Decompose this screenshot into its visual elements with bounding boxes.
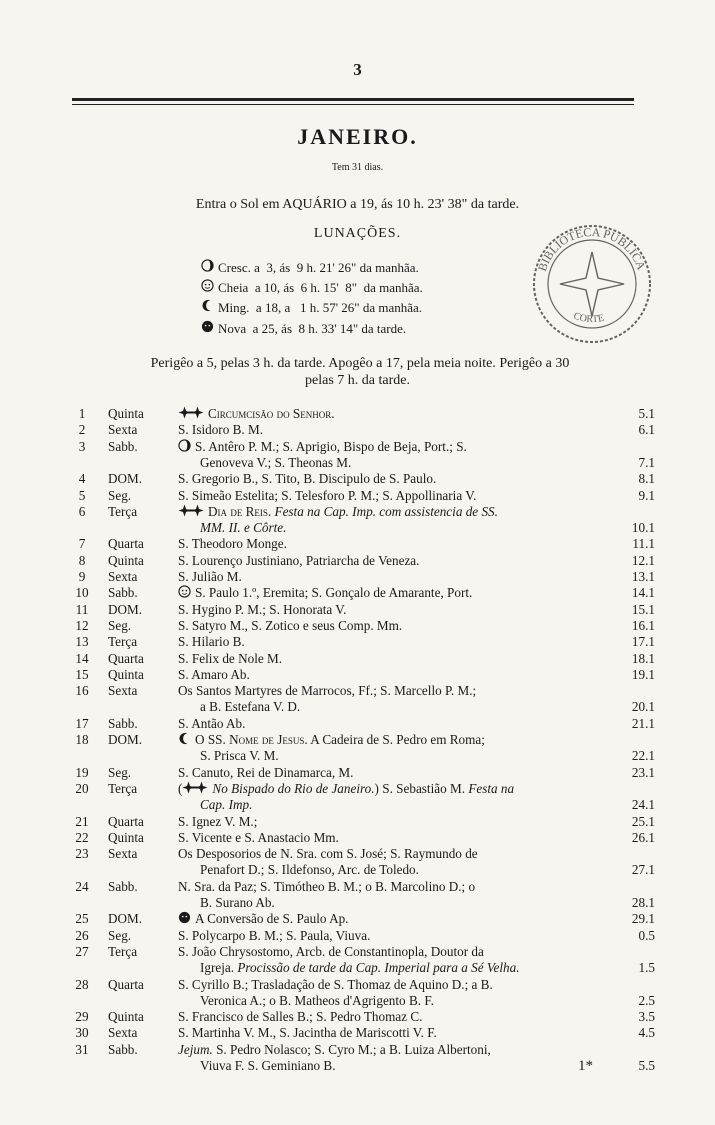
saint-text xyxy=(178,634,245,650)
weekday: Seg. xyxy=(108,487,132,503)
text-part: S. Vicente e S. Anastacio Mm. xyxy=(178,829,339,845)
lunacao-1 xyxy=(200,259,540,279)
new-moon-icon xyxy=(200,320,214,337)
lunacao-2 xyxy=(200,279,540,299)
text-part: S. Antão Ab. xyxy=(178,715,246,731)
weekday: Sexta xyxy=(108,1025,138,1041)
saint-text xyxy=(178,585,472,602)
day-number: 1 xyxy=(78,406,86,421)
saint-text xyxy=(200,748,279,764)
moon-age-value: 23.1 xyxy=(631,764,655,780)
weekday: DOM. xyxy=(108,732,143,747)
waning-moon-icon xyxy=(178,733,191,748)
moon-age-value: 17.1 xyxy=(631,634,655,650)
moon-age-value: 10.1 xyxy=(631,520,655,536)
weekday: Sabb. xyxy=(108,878,138,894)
weekday: Sabb. xyxy=(108,438,138,454)
day-number: 17 xyxy=(75,715,89,731)
maltese-cross-icon xyxy=(178,505,204,520)
saint-text xyxy=(178,504,498,521)
text-part: Genoveva V.; S. Theonas M. xyxy=(200,454,352,470)
moon-age-value: 11.1 xyxy=(632,536,655,552)
stamp-text: BIBLIOTECA PUBLICA xyxy=(534,224,649,274)
days-note: Tem 31 dias. xyxy=(331,162,384,173)
day-number: 19 xyxy=(75,764,89,780)
weekday: Seg. xyxy=(108,764,132,780)
text-part: S. Julião M. xyxy=(178,569,242,584)
day-number: 25 xyxy=(75,911,89,927)
text-part: Festa na xyxy=(468,780,515,796)
saint-text xyxy=(178,1025,437,1041)
text-part: Penafort D.; S. Ildefonso, Arc. de Toledo. xyxy=(200,862,419,878)
text-part: S. Hilario B. xyxy=(178,634,245,650)
saint-text xyxy=(178,488,476,504)
day-number: 18 xyxy=(75,732,89,747)
day-number: 31 xyxy=(75,1041,89,1057)
day-number: 6 xyxy=(78,503,86,519)
saint-text xyxy=(178,651,282,667)
saint-text xyxy=(178,911,348,928)
saint-text xyxy=(178,406,335,423)
weekday: Quinta xyxy=(108,1009,144,1025)
moon-age-value: 1.5 xyxy=(638,960,655,976)
text-part: S. Martinha V. M., S. Jacintha de Mariscotti V. F. xyxy=(178,1025,437,1041)
saint-text xyxy=(178,667,250,683)
saint-text xyxy=(200,797,252,813)
stamp-text-bottom: CORTE xyxy=(571,310,606,326)
waxing-moon-icon xyxy=(178,440,191,455)
library-stamp xyxy=(530,222,654,346)
day-number: 29 xyxy=(75,1009,89,1025)
text-part: S. Paulo 1.º, Eremita; S. Gonçalo de Amarante, Port. xyxy=(195,585,473,601)
moon-age-value: 8.1 xyxy=(638,471,655,487)
day-number: 24 xyxy=(75,878,89,894)
day-number: 27 xyxy=(75,943,89,959)
text-part: S. Prisca V. M. xyxy=(200,748,279,764)
saint-text xyxy=(178,471,436,487)
saint-text xyxy=(200,895,275,911)
text-part: Os Santos Martyres de Marrocos, Ff.; S. Marcello P. M.; xyxy=(178,683,477,699)
weekday: Quarta xyxy=(108,536,144,552)
day-number: 9 xyxy=(78,569,86,584)
weekday: Terça xyxy=(108,634,138,650)
day-number: 30 xyxy=(75,1025,89,1041)
moon-age-value: 14.1 xyxy=(631,585,655,601)
svg-text:CORTE xyxy=(572,311,605,326)
weekday: Sexta xyxy=(108,683,138,699)
day-number: 15 xyxy=(75,666,89,682)
saint-text xyxy=(200,862,419,878)
text-part: Dia de Reis. xyxy=(208,503,272,519)
moon-age-value: 6.1 xyxy=(638,422,655,438)
text-part: A Conversão de S. Paulo Ap. xyxy=(195,911,349,927)
day-number: 11 xyxy=(75,601,89,617)
text-part: S. Hygino P. M.; S. Honorata V. xyxy=(178,601,347,617)
saint-text xyxy=(178,765,353,781)
saint-text xyxy=(200,699,300,715)
text-part: ) S. Sebastião M. xyxy=(374,780,469,796)
saint-text xyxy=(178,1042,491,1058)
full-moon-icon xyxy=(178,586,191,601)
saint-text xyxy=(178,536,287,552)
day-number: 23 xyxy=(75,846,89,862)
day-number: 20 xyxy=(75,780,89,796)
weekday: Seg. xyxy=(108,617,132,633)
waning-moon-icon xyxy=(200,299,214,316)
text-part: A Cadeira de S. Pedro em Roma; xyxy=(307,732,485,747)
waxing-moon-icon xyxy=(200,259,214,276)
day-number: 14 xyxy=(75,650,89,666)
saint-text xyxy=(178,977,493,993)
text-part: S. Gregorio B., S. Tito, B. Discipulo de S. Paulo. xyxy=(178,471,437,487)
text-part: S. Cyrillo B.; Trasladação de S. Thomaz de Aquino D.; a B. xyxy=(178,976,493,992)
perigeo-line-1: Perigêo a 5, pelas 3 h. da tarde. Apogêo a 17, pela meia noite. Perigêo a 30 xyxy=(150,356,570,371)
moon-age-value: 7.1 xyxy=(638,454,655,470)
day-number: 8 xyxy=(78,552,86,568)
moon-age-value: 26.1 xyxy=(631,829,655,845)
full-moon-icon xyxy=(200,279,214,296)
text-part: S. Polycarpo B. M.; S. Paula, Viuva. xyxy=(178,927,371,943)
weekday: DOM. xyxy=(108,471,143,487)
weekday: Seg. xyxy=(108,927,132,943)
text-part: Cap. Imp. xyxy=(200,797,253,813)
moon-age-value: 9.1 xyxy=(638,487,655,503)
text-part: S. Pedro Nolasco; S. Cyro M.; a B. Luiza Albertoni, xyxy=(212,1041,491,1057)
moon-age-value: 5.1 xyxy=(638,406,655,421)
text-part: No Bispado do Rio de Janeiro. xyxy=(212,780,375,796)
saint-text xyxy=(178,879,475,895)
saint-text xyxy=(178,439,467,456)
text-part: S. Canuto, Rei de Dinamarca, M. xyxy=(178,764,354,780)
lunacoes-heading: LUNAÇÕES. xyxy=(313,226,402,241)
moon-age-value: 3.5 xyxy=(638,1009,655,1025)
moon-age-value: 21.1 xyxy=(631,715,655,731)
weekday: Quarta xyxy=(108,813,144,829)
moon-age-value: 27.1 xyxy=(631,862,655,878)
lunacao-3 xyxy=(200,299,540,319)
day-number: 3 xyxy=(78,438,86,454)
weekday: Terça xyxy=(108,503,138,519)
moon-age-value: 13.1 xyxy=(631,569,655,584)
day-number: 10 xyxy=(75,585,89,601)
day-number: 22 xyxy=(75,829,89,845)
lunacao-4 xyxy=(200,320,540,340)
text-part: S. Amaro Ab. xyxy=(178,666,250,682)
lunacao-text: Cheia a 10, ás 6 h. 15' 8" da manhãa. xyxy=(218,280,423,295)
weekday: Quinta xyxy=(108,829,144,845)
text-part: S. Antêro P. M.; S. Aprigio, Bispo de Beja, Port.; S. xyxy=(195,438,467,454)
text-part: Os Desposorios de N. Sra. com S. José; S. Raymundo de xyxy=(178,846,478,862)
day-number: 26 xyxy=(75,927,89,943)
moon-age-value: 20.1 xyxy=(631,699,655,715)
saint-text xyxy=(200,520,286,536)
top-rule-thin xyxy=(72,104,634,105)
new-moon-icon xyxy=(178,912,191,927)
text-part: S. Theodoro Monge. xyxy=(178,536,287,552)
saint-text xyxy=(178,944,484,960)
weekday: Sexta xyxy=(108,569,138,584)
text-part: Procissão de tarde da Cap. Imperial para a Sé Velha. xyxy=(237,960,520,976)
top-rule-thick xyxy=(72,98,634,101)
moon-age-value: 25.1 xyxy=(631,813,655,829)
weekday: Quinta xyxy=(108,666,144,682)
weekday: Terça xyxy=(108,780,138,796)
day-number: 21 xyxy=(75,813,89,829)
text-part: S. Satyro M., S. Zotico e seus Comp. Mm. xyxy=(178,617,403,633)
weekday: Quarta xyxy=(108,976,144,992)
saint-text xyxy=(178,1009,422,1025)
saint-text xyxy=(178,846,478,862)
weekday: Sabb. xyxy=(108,1041,138,1057)
day-number: 4 xyxy=(78,471,86,487)
saint-text xyxy=(200,455,351,471)
text-part: S. Isidoro B. M. xyxy=(178,422,263,438)
text-part: S. Lourenço Justiniano, Patriarcha de Veneza. xyxy=(178,552,420,568)
sun-entry: Entra o Sol em AQUÁRIO a 19, ás 10 h. 23' 38" da tarde. xyxy=(195,197,520,212)
saint-text xyxy=(178,683,476,699)
saint-text xyxy=(178,618,402,634)
weekday: Quinta xyxy=(108,552,144,568)
text-part: Veronica A.; o B. Matheos d'Agrigento B. F. xyxy=(200,992,434,1008)
moon-age-value: 5.5 xyxy=(638,1058,655,1073)
saint-text xyxy=(200,960,520,976)
text-part: S. Simeão Estelita; S. Telesforo P. M.; S. Appollinaria V. xyxy=(178,487,477,503)
maltese-cross-icon xyxy=(178,407,204,422)
saint-text xyxy=(178,553,419,569)
moon-age-value: 28.1 xyxy=(631,895,655,910)
text-part: S. João Chrysostomo, Arcb. de Constantinopla, Doutor da xyxy=(178,943,484,959)
moon-age-value: 4.5 xyxy=(638,1025,655,1041)
saint-text xyxy=(178,602,346,618)
lunacao-text: Cresc. a 3, ás 9 h. 21' 26" da manhãa. xyxy=(218,260,419,275)
text-part: a B. Estefana V. D. xyxy=(200,699,301,715)
saint-text xyxy=(200,1058,336,1074)
day-number: 5 xyxy=(78,487,86,503)
weekday: Sabb. xyxy=(108,585,138,601)
day-number: 2 xyxy=(78,422,86,438)
moon-age-value: 29.1 xyxy=(631,911,655,927)
weekday: Terça xyxy=(108,943,138,959)
moon-age-value: 16.1 xyxy=(631,617,655,633)
saint-text xyxy=(178,814,257,830)
moon-age-value: 22.1 xyxy=(631,748,655,764)
weekday: DOM. xyxy=(108,601,143,617)
saint-text xyxy=(178,732,485,749)
saint-text xyxy=(178,928,370,944)
day-number: 13 xyxy=(75,634,89,650)
saint-text xyxy=(178,830,339,846)
saint-text: ( No Bispado do Rio de Janeiro.) S. Sebastião M. Festa na xyxy=(178,780,515,796)
saint-text xyxy=(178,569,242,585)
perigeo-line-2: pelas 7 h. da tarde. xyxy=(305,373,410,388)
lunacao-text: Ming. a 18, a 1 h. 57' 26" da manhãa. xyxy=(218,300,423,315)
moon-age-value: 18.1 xyxy=(631,650,655,666)
moon-age-value: 15.1 xyxy=(631,601,655,617)
day-number: 28 xyxy=(75,976,89,992)
page-number: 3 xyxy=(353,60,362,79)
day-number: 16 xyxy=(75,683,89,699)
moon-age-value: 0.5 xyxy=(638,927,655,943)
moon-age-value: 2.5 xyxy=(638,992,655,1008)
text-part: Nome de Jesus. xyxy=(229,732,308,747)
text-part: Igreja. xyxy=(200,960,238,976)
text-part: B. Surano Ab. xyxy=(200,895,275,910)
day-number: 12 xyxy=(75,617,89,633)
moon-age-value: 24.1 xyxy=(631,797,655,813)
weekday: Sabb. xyxy=(108,715,138,731)
weekday: DOM. xyxy=(108,911,143,927)
text-part: Viuva F. S. Geminiano B. xyxy=(200,1058,336,1073)
moon-age-value: 19.1 xyxy=(631,666,655,682)
weekday: Quinta xyxy=(108,406,144,421)
moon-age-value: 12.1 xyxy=(631,552,655,568)
weekday: Sexta xyxy=(108,846,138,862)
text-part: S. Ignez V. M.; xyxy=(178,813,258,829)
text-part: S. Felix de Nole M. xyxy=(178,650,283,666)
saint-text xyxy=(200,993,434,1009)
saint-text xyxy=(178,422,263,438)
signature-mark: 1* xyxy=(578,1058,593,1074)
lunacao-text: Nova a 25, ás 8 h. 33' 14" da tarde. xyxy=(218,321,407,336)
text-part: S. Francisco de Salles B.; S. Pedro Thomaz C. xyxy=(178,1009,423,1025)
text-part: Circumcisão do Senhor. xyxy=(208,406,335,421)
maltese-cross-icon xyxy=(182,782,208,797)
month-title: JANEIRO. xyxy=(297,124,418,149)
text-part: Festa na Cap. Imp. com assistencia de SS. xyxy=(271,503,498,519)
saint-text xyxy=(178,716,245,732)
weekday: Sexta xyxy=(108,422,138,438)
text-part: Jejum. xyxy=(178,1041,213,1057)
text-part: O SS. xyxy=(195,732,230,747)
day-number: 7 xyxy=(78,536,86,552)
text-part: MM. II. e Côrte. xyxy=(200,520,287,536)
weekday: Quarta xyxy=(108,650,144,666)
text-part: N. Sra. da Paz; S. Timótheo B. M.; o B. Marcolino D.; o xyxy=(178,878,476,894)
